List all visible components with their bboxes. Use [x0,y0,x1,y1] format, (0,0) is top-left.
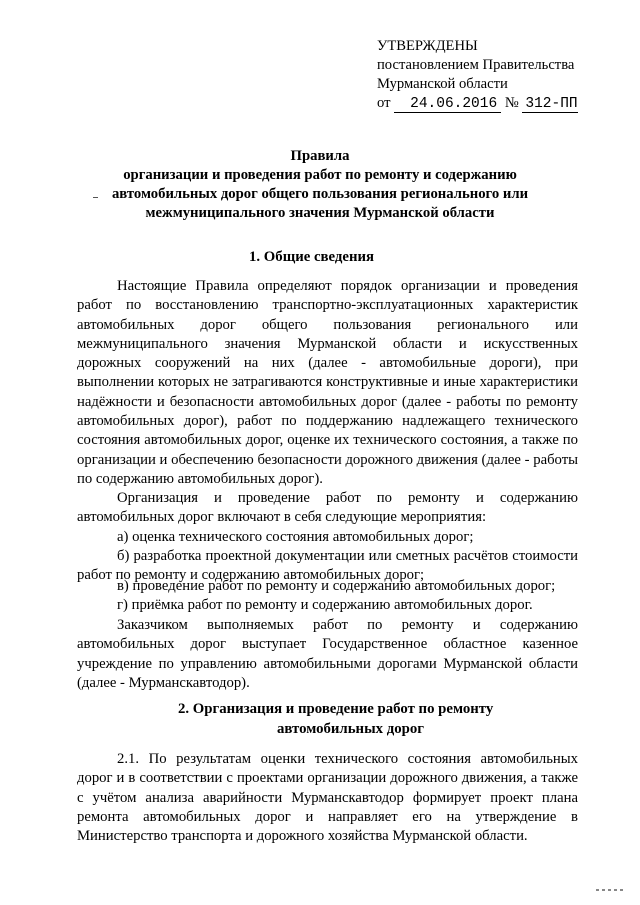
document-title [100,147,540,223]
title-line-4: межмуниципального значения Мурманской области [145,205,495,221]
title-line-3: автомобильных дорог общего пользования регионального или [111,186,529,202]
section-2-heading-line-2: автомобильных дорог [277,721,424,737]
scan-artifact [596,889,626,891]
section-1-paragraph-3: Заказчиком выполняемых работ по ремонту и содержанию автомобильных дорог выступает Государственное областное казенное учреждение по управлению автомобильными дорогами Мурманской области (далее - Мурманскавтодор). [77,617,578,691]
title-line-2: организации и проведения работ по ремонту и содержанию [123,167,517,183]
approval-stamp [377,37,627,113]
section-1-paragraph-1: Настоящие Правила определяют порядок организации и проведения работ по восстановлению транспортно-эксплуатационных характеристик автомобильных дорог общего пользования регионального или межмуниципального значения Мурманской области и искусственных дорожных сооружений на них (далее - автомобильные дороги), при выполнении которых не затрагиваются конструктивные и иные характеристики надёжности и безопасности автомобильных дорог (далее - работы по ремонту автомобильных дорог), работ по поддержанию надлежащего технического состояния автомобильных дорог, оценке их технического состояния, а также по организации и обеспечению безопасности дорожного движения (далее - работы по содержанию автомобильных дорог). [77,278,578,487]
approval-date-row [377,94,627,113]
section-1-paragraph-2: Организация и проведение работ по ремонту и содержанию автомобильных дорог включают в себя следующие мероприятия: [77,490,578,526]
section-1-heading: 1. Общие сведения [249,249,375,265]
approval-number: 312-ПП [522,97,577,113]
approval-date: 24.06.2016 [394,97,501,113]
from-label: от [377,95,391,111]
title-line-1: Правила [290,148,350,164]
approval-line-1: постановлением Правительства [377,57,575,73]
margin-mark [93,197,98,198]
number-label: № [504,95,519,111]
section-2-heading-line-1: 2. Организация и проведение работ по ремонту [178,701,494,717]
section-2-paragraph-1: 2.1. По результатам оценки технического состояния автомобильных дорог и в соответствии с проектами организации дорожного движения, а также с учётом анализа аварийности Мурманскавтодор формирует проект плана ремонта автомобильных дорог и направляет его на утверждение в Министерство транспорта и дорожного хозяйства Мурманской области. [77,751,578,845]
list-item-b: б) разработка проектной документации или сметных расчётов стоимости работ по ремонту и содержанию автомобильных дорог; [77,548,578,584]
approval-heading: УТВЕРЖДЕНЫ [377,38,478,54]
list-item-d: г) приёмка работ по ремонту и содержанию автомобильных дорог. [117,597,533,613]
list-item-a: а) оценка технического состояния автомобильных дорог; [117,529,474,545]
list-item-c: в) проведение работ по ремонту и содержанию автомобильных дорог; [117,578,556,594]
approval-line-2: Мурманской области [377,76,508,92]
